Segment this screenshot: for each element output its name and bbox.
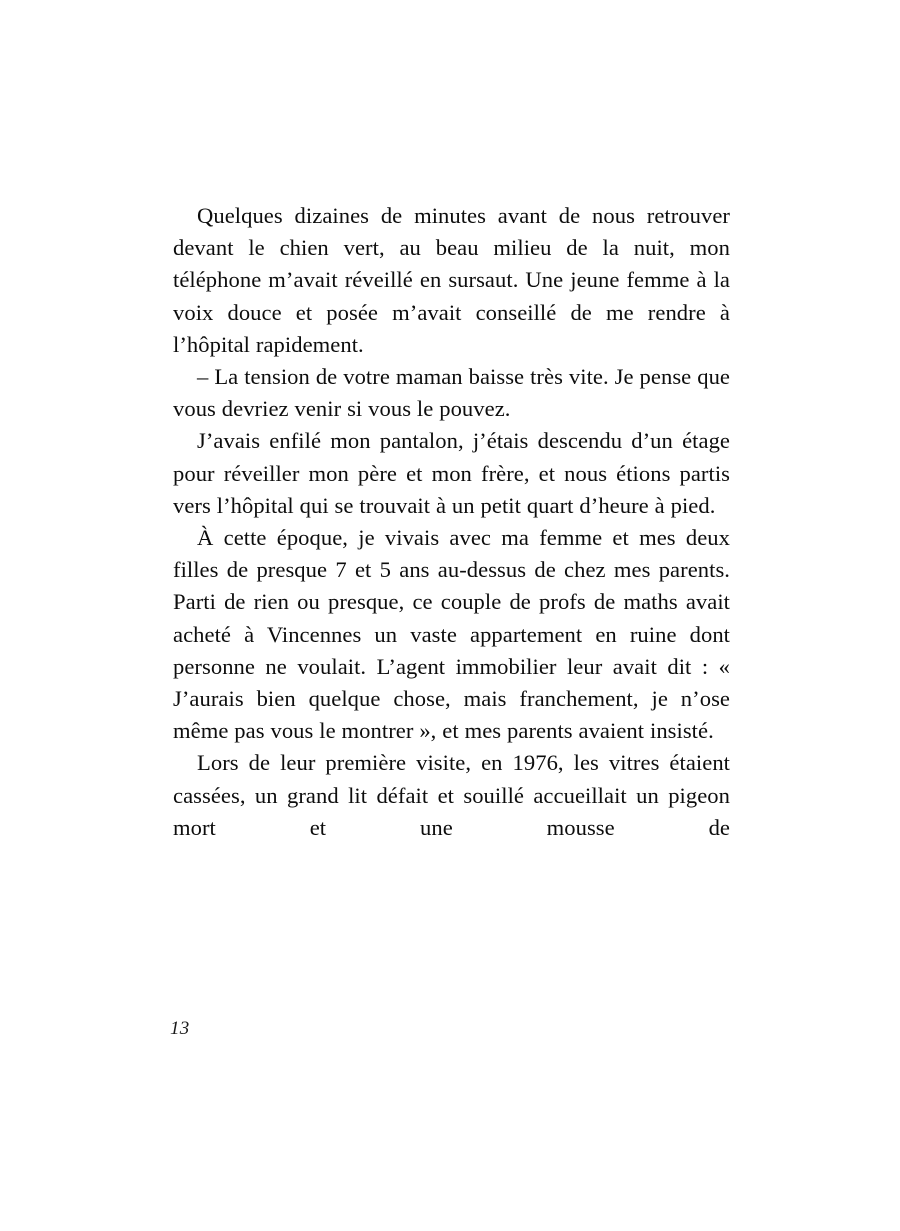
paragraph-4: À cette époque, je vivais avec ma femme et mes deux filles de presque 7 et 5 ans au-dessus de chez mes parents. Parti de rien ou presque, ce couple de profs de maths avait acheté à Vincennes un vaste appartement en ruine dont personne ne voulait. L’agent immobilier leur avait dit : « J’aurais bien quelque chose, mais franchement, je n’ose même pas vous le montrer », et mes parents avaient insisté. — [173, 525, 730, 744]
paragraph-1: Quelques dizaines de minutes avant de nous retrouver devant le chien vert, au beau milieu de la nuit, mon téléphone m’avait réveillé en sursaut. Une jeune femme à la voix douce et posée m’avait conseillé de me rendre à l’hôpital rapidement. — [173, 203, 730, 357]
paragraph-2-dialogue: – La tension de votre maman baisse très vite. Je pense que vous devriez venir si vous le pouvez. — [173, 364, 730, 422]
paragraph-5-continued: Lors de leur première visite, en 1976, les vitres étaient cassées, un grand lit défait et souillé accueillait un pigeon mort et une mousse de — [173, 750, 730, 840]
paragraph-3: J’avais enfilé mon pantalon, j’étais descendu d’un étage pour réveiller mon père et mon frère, et nous étions partis vers l’hôpital qui se trouvait à un petit quart d’heure à pied. — [173, 428, 730, 518]
page-text-block — [173, 200, 730, 844]
page-number: 13 — [170, 1018, 190, 1039]
